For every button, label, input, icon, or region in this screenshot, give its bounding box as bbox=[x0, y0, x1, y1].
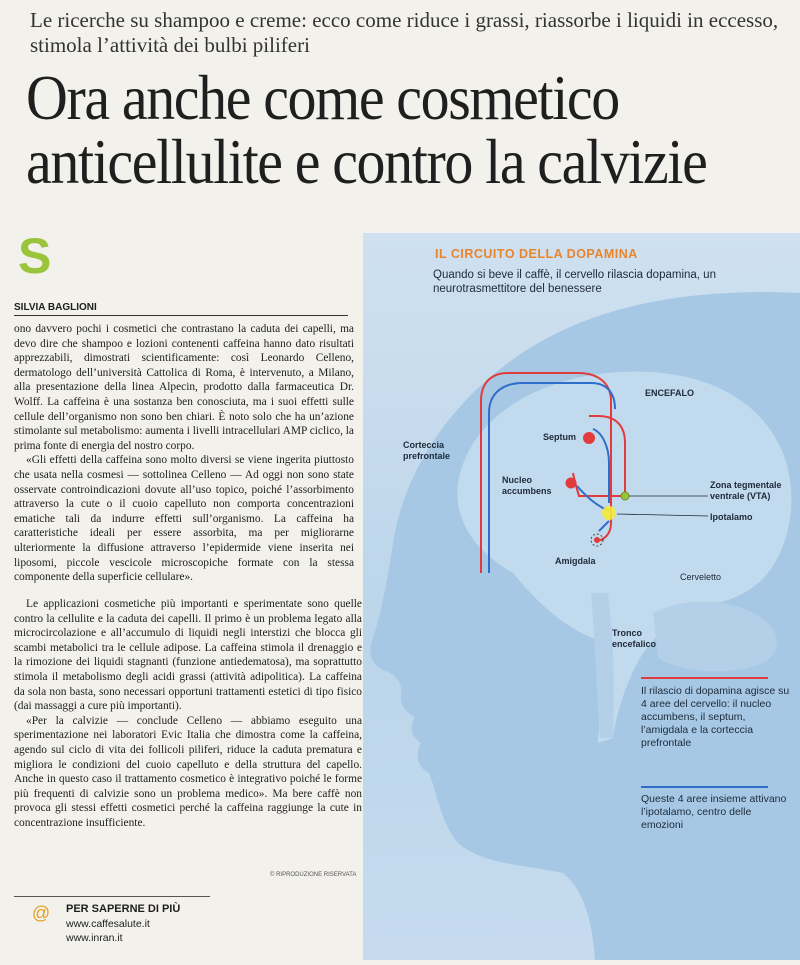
article-headline bbox=[26, 63, 734, 197]
reproduction-notice: © RIPRODUZIONE RISERVATA bbox=[270, 872, 357, 878]
hypothalamus-node bbox=[602, 506, 616, 520]
label-encefalo: ENCEFALO bbox=[645, 388, 695, 398]
article-column-1 bbox=[14, 322, 354, 597]
article-paragraph-3: Le applicazioni cosmetiche più importanti e sperimentate sono quelle contro la cellulite e la caduta dei capelli. Il primo è un problema legato alla microcircolazione e all’accumulo di liquidi negli interstizi che blocca gli scambi metabolici tra le cellule adipose. La caffeina stimola il drenaggio e la rimozione dei liquidi stagnanti (funzione antiedematosa), ma soprattutto stimola il metabolismo degli acidi grassi (attività adipolitica). La caffeina da sola non basta, sono necessari opportuni trattamenti estetici di tipo fisico (dai massaggi a cure più importanti). bbox=[14, 598, 362, 713]
label-nucleo-accumbens: Nucleo accumbens bbox=[502, 475, 552, 496]
headline-line-1: Ora anche come cosmetico bbox=[26, 63, 619, 133]
info-link-caffesalute[interactable]: www.caffesalute.it bbox=[66, 918, 150, 930]
label-corteccia-prefrontale: Corteccia prefrontale bbox=[403, 440, 451, 461]
legend-blue-text: Queste 4 aree insieme attivano l’ipotalamo, centro delle emozioni bbox=[641, 793, 787, 831]
head-diagram bbox=[363, 233, 800, 960]
info-box-title: PER SAPERNE DI PIÙ bbox=[66, 903, 181, 915]
label-zona-tegmentale: Zona tegmentale ventrale (VTA) bbox=[710, 480, 782, 501]
info-link-inran[interactable]: www.inran.it bbox=[66, 932, 123, 944]
article-paragraph-4: «Per la calvizie — conclude Celleno — abbiamo eseguito una sperimentazione nei laboratori Evic Italia che dimostra come la caffeina, agendo sul ciclo di vita dei follicoli piliferi, riduce la caduta prematura e migliora le condizioni del cuoio capelluto e della struttura del capello. Anche in questo caso il trattamento cosmetico è integrativo poiché le forme più frequenti di calvizie sono un problema medico». Ma bere caffè non provoca gli stessi effetti cosmetici perché la caffeina raggiunge la cute in concentrazione insufficiente. bbox=[14, 714, 362, 829]
infographic-subtitle: Quando si beve il caffè, il cervello rilascia dopamina, un neurotrasmettitore del benessere bbox=[433, 269, 716, 295]
legend-red-text: Il rilascio di dopamina agisce su 4 aree del cervello: il nucleo accumbens, il septum, l’amigdala e la corteccia prefrontale bbox=[641, 685, 790, 749]
label-tronco-encefalico: Tronco encefalico bbox=[612, 628, 657, 649]
infographic-title: IL CIRCUITO DELLA DOPAMINA bbox=[435, 247, 638, 261]
legend-red-line bbox=[641, 677, 768, 679]
article-paragraph-1: ono davvero pochi i cosmetici che contrastano la caduta dei capelli, ma devo dire che shampoo e lozioni contenenti caffeina hanno dato risultati apprezzabili, dimostrati scientificamente: così Leonardo Celleno, dermatologo dell’università Cattolica di Roma, è intervenuto, a Milano, alla presentazione della linea Alpecin, prodotto dalla farmaceutica Dr. Wolff. La caffeina è una sostanza ben conosciuta, ma i suoi effetti sulle cellule dell’organismo non sono ben chiari. È noto solo che ha un’azione stimolante sul metabolismo: aumenta i livelli intracellulari AMP ciclico, la prima fonte di energia del nostro corpo. bbox=[14, 323, 354, 452]
nucleus-accumbens-node bbox=[566, 478, 577, 489]
label-septum: Septum bbox=[543, 432, 577, 442]
info-box-divider bbox=[14, 896, 210, 897]
at-sign-icon: @ bbox=[31, 903, 51, 923]
article-paragraph-2: «Gli effetti della caffeina sono molto diversi se viene ingerita piuttosto che usata nella cosmesi — sottolinea Celleno — Ad oggi non sono state osservate controindicazioni dovute all’uso topico, poiché l’assorbimento attraverso la cute o il cuoio capelluto non comporta concentrazioni ematiche tali da indurre effetti sull’organismo. La caffeina ha caratteristiche ideali per essere assorbita, ma per migliorarne ulteriormente la diffusione attraverso l’epidermide viene inserita nei liposomi, piccole vescicole microscopiche formate con la stessa componente della superficie cellulare». bbox=[14, 454, 354, 584]
headline-line-2: anticellulite e contro la calvizie bbox=[26, 127, 707, 197]
label-amigdala: Amigdala bbox=[555, 556, 596, 566]
label-ipotalamo: Ipotalamo bbox=[710, 512, 753, 522]
article-kicker: Le ricerche su shampoo e creme: ecco come riduce i grassi, riassorbe i liquidi in eccesso, stimola l’attività dei bulbi piliferi bbox=[30, 8, 779, 57]
drop-cap: S bbox=[18, 228, 52, 284]
article-column-2 bbox=[14, 597, 362, 867]
author-byline: SILVIA BAGLIONI bbox=[14, 302, 348, 316]
label-cervelletto: Cerveletto bbox=[680, 572, 722, 582]
legend-blue-line bbox=[641, 786, 768, 788]
dopamine-infographic bbox=[363, 233, 800, 960]
septum-node bbox=[583, 432, 595, 444]
amygdala-core bbox=[594, 537, 600, 543]
vta-node bbox=[621, 492, 629, 500]
